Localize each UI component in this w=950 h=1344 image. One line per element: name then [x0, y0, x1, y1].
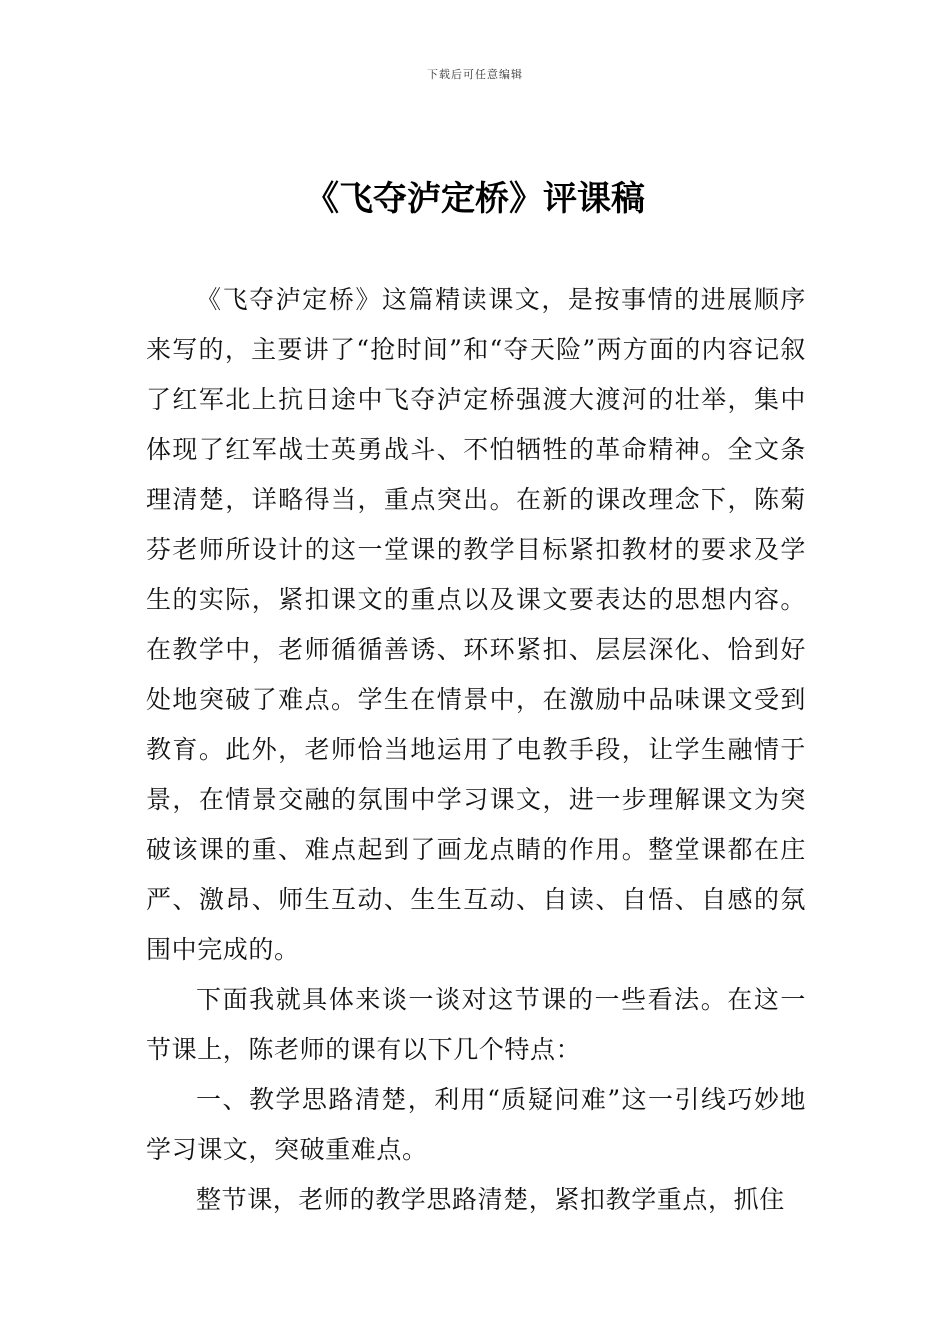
paragraph-point-one: 一、教学思路清楚，利用“质疑问难”这一引线巧妙地学习课文，突破重难点。	[146, 1085, 806, 1164]
document-body	[146, 275, 806, 1225]
document-title: 《飞夺泸定桥》评课稿	[305, 179, 645, 219]
paragraph-point-one-detail: 整节课，老师的教学思路清楚，紧扣教学重点，抓住	[196, 1185, 785, 1214]
paragraph-intro: 《飞夺泸定桥》这篇精读课文，是按事情的进展顺序来写的，主要讲了“抢时间”和“夺天险”两方面的内容记叙了红军北上抗日途中飞夺泸定桥强渡大渡河的壮举，集中体现了红军战士英勇战斗、不怕牺牲的革命精神。全文条理清楚，详略得当，重点突出。在新的课改理念下，陈菊芬老师所设计的这一堂课的教学目标紧扣教材的要求及学生的实际，紧扣课文的重点以及课文要表达的思想内容。在教学中，老师循循善诱、环环紧扣、层层深化、恰到好处地突破了难点。学生在情景中，在激励中品味课文受到教育。此外，老师恰当地运用了电教手段，让学生融情于景，在情景交融的氛围中学习课文，进一步理解课文为突破该课的重、难点起到了画龙点睛的作用。整堂课都在庄严、激昂、师生互动、生生互动、自读、自悟、自感的氛围中完成的。	[146, 285, 806, 964]
paragraph-overview: 下面我就具体来谈一谈对这节课的一些看法。在这一节课上，陈老师的课有以下几个特点：	[146, 985, 806, 1064]
header-note: 下载后可任意编辑	[427, 68, 523, 81]
